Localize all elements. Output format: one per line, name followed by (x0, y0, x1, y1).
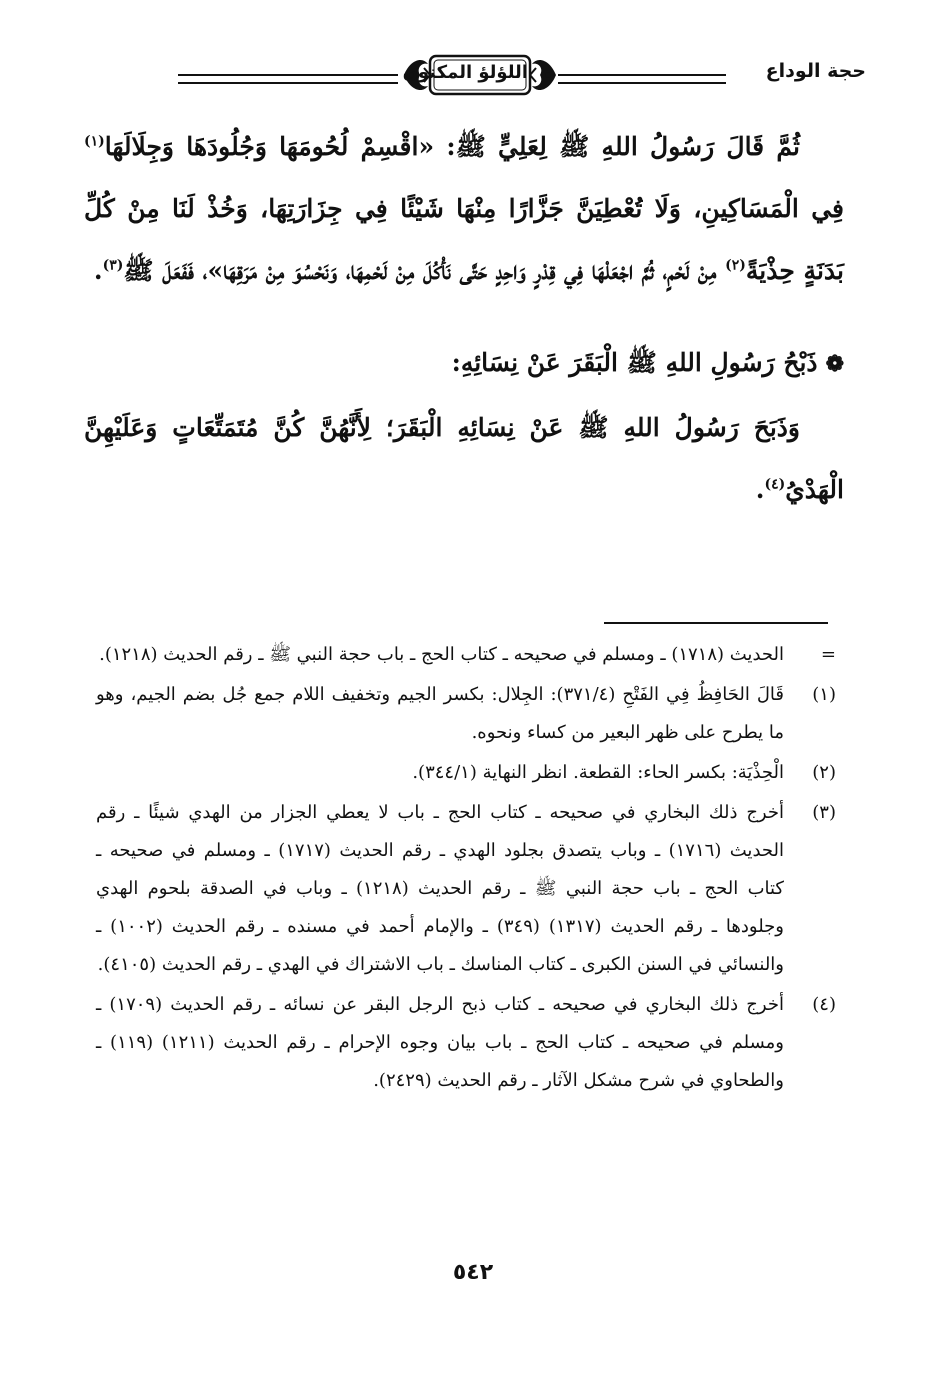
section-heading (84, 332, 844, 395)
header-rule-right (558, 74, 726, 84)
footnote-number: (٣) (812, 802, 836, 823)
footnote-item (96, 754, 836, 792)
footnote-number: = (820, 644, 836, 665)
footnote-number: (١) (812, 684, 836, 705)
footnote-ref-3[interactable]: (٣) (102, 257, 124, 274)
header-rule-left (178, 74, 398, 84)
header-chapter-title: حجة الوداع (765, 60, 866, 82)
footnote-item (96, 794, 836, 984)
paragraph-text: . (93, 256, 103, 285)
footnote-text: أخرج ذلك البخاري في صحيحه ـ كتاب ذبح الرجل البقر عن نسائه ـ رقم الحديث (١٧٠٩) ـ ومسلم في صحيحه ـ كتاب الحج ـ باب بيان وجوه الإحرام ـ رقم الحديث (١٢١١) (١١٩) ـ والطحاوي في شرح مشكل الآثار ـ رقم الحديث (٢٤٢٩). (96, 994, 784, 1091)
footnote-text: الحديث (١٧١٨) ـ ومسلم في صحيحه ـ كتاب الحج ـ باب حجة النبي ﷺ ـ رقم الحديث (١٢١٨). (99, 644, 784, 665)
footnote-text: أخرج ذلك البخاري في صحيحه ـ كتاب الحج ـ باب لا يعطي الجزار من الهدي شيئًا ـ رقم الحديث (١٧١٦) ـ وباب يتصدق بجلود الهدي ـ رقم الحديث (١٧١٧) ـ ومسلم في صحيحه ـ كتاب الحج ـ باب حجة النبي ﷺ ـ رقم الحديث (١٢١٨) ـ وباب في الصدقة بلحوم الهدي وجلودها ـ رقم الحديث (١٣١٧) (٣٤٩) ـ والإمام أحمد في مسنده ـ رقم الحديث (١٠٠٢) ـ والنسائي في السنن الكبرى ـ كتاب المناسك ـ باب الاشتراك في الهدي ـ رقم الحديث (٤١٠٥). (96, 802, 784, 975)
paragraph-cattle (84, 397, 844, 521)
footnote-separator (604, 622, 828, 624)
paragraph-text: ثُمَّ قَالَ رَسُولُ اللهِ ﷺ لِعَلِيٍّ ﷺ: «اقْسِمْ لُحُومَهَا وَجُلُودَهَا وَجِلَالَهَا (104, 132, 800, 161)
footnotes (96, 636, 836, 1100)
footnote-item (96, 676, 836, 752)
paragraph-text: وَذَبَحَ رَسُولُ اللهِ ﷺ عَنْ نِسَائِهِ الْبَقَرَ؛ لِأَنَّهُنَّ كُنَّ مُتَمَتِّعَاتٍ وَعَلَيْهِنَّ الْهَدْيُ (84, 413, 844, 504)
footnote-text: الْحِذْيَة: بكسر الحاء: القطعة. انظر النهاية (٣٤٤/١). (412, 762, 784, 783)
footnote-ref-4[interactable]: (٤) (764, 476, 786, 493)
paragraph-text: . (755, 475, 765, 504)
paragraph-hadith (84, 116, 844, 302)
flower-ornament-icon: ❁ (825, 351, 844, 377)
footnote-item (96, 986, 836, 1100)
header-book-title: اللؤلؤ المكنون (402, 62, 528, 83)
ornamental-cartouche-icon (398, 46, 562, 104)
section-heading-text: ذَبْحُ رَسُولِ اللهِ ﷺ الْبَقَرَ عَنْ نِسَائِهِ: (451, 348, 818, 377)
footnote-number: (٢) (812, 762, 836, 783)
paragraph-text: فِي الْمَسَاكِينِ، وَلَا تُعْطِيَنَّ جَزَّارًا مِنْهَا شَيْئًا فِي جِزَارَتِهَا، وَخُذْ لَنَا مِنْ كُلِّ بَدَنَةٍ حِذْيَةً (84, 194, 844, 285)
footnote-text: قَالَ الحَافِظُ فِي الفَتْحِ (٣٧١/٤): الجِلال: بكسر الجيم وتخفيف اللام جمع جُل بضم الجيم، وهو ما يطرح على ظهر البعير من كساء ونحوه. (96, 684, 785, 743)
footnote-number: (٤) (812, 994, 836, 1015)
main-text (84, 116, 844, 521)
running-header (80, 46, 866, 106)
footnote-ref-2[interactable]: (٢) (725, 257, 746, 274)
footnote-item (96, 636, 836, 674)
footnote-ref-1[interactable]: (١) (84, 133, 105, 150)
paragraph-text: مِنْ لَحْمٍ، ثُمَّ اجْعَلْهَا فِي قِدْرٍ وَاحِدٍ حَتَّى نَأْكُلَ مِنْ لَحْمِهَا، وَنَحْسُوَ مِنْ مَرَقِهَا»، فَفَعَلَ ﷺ (123, 256, 726, 285)
page-number: ٥٤٢ (452, 1260, 494, 1285)
